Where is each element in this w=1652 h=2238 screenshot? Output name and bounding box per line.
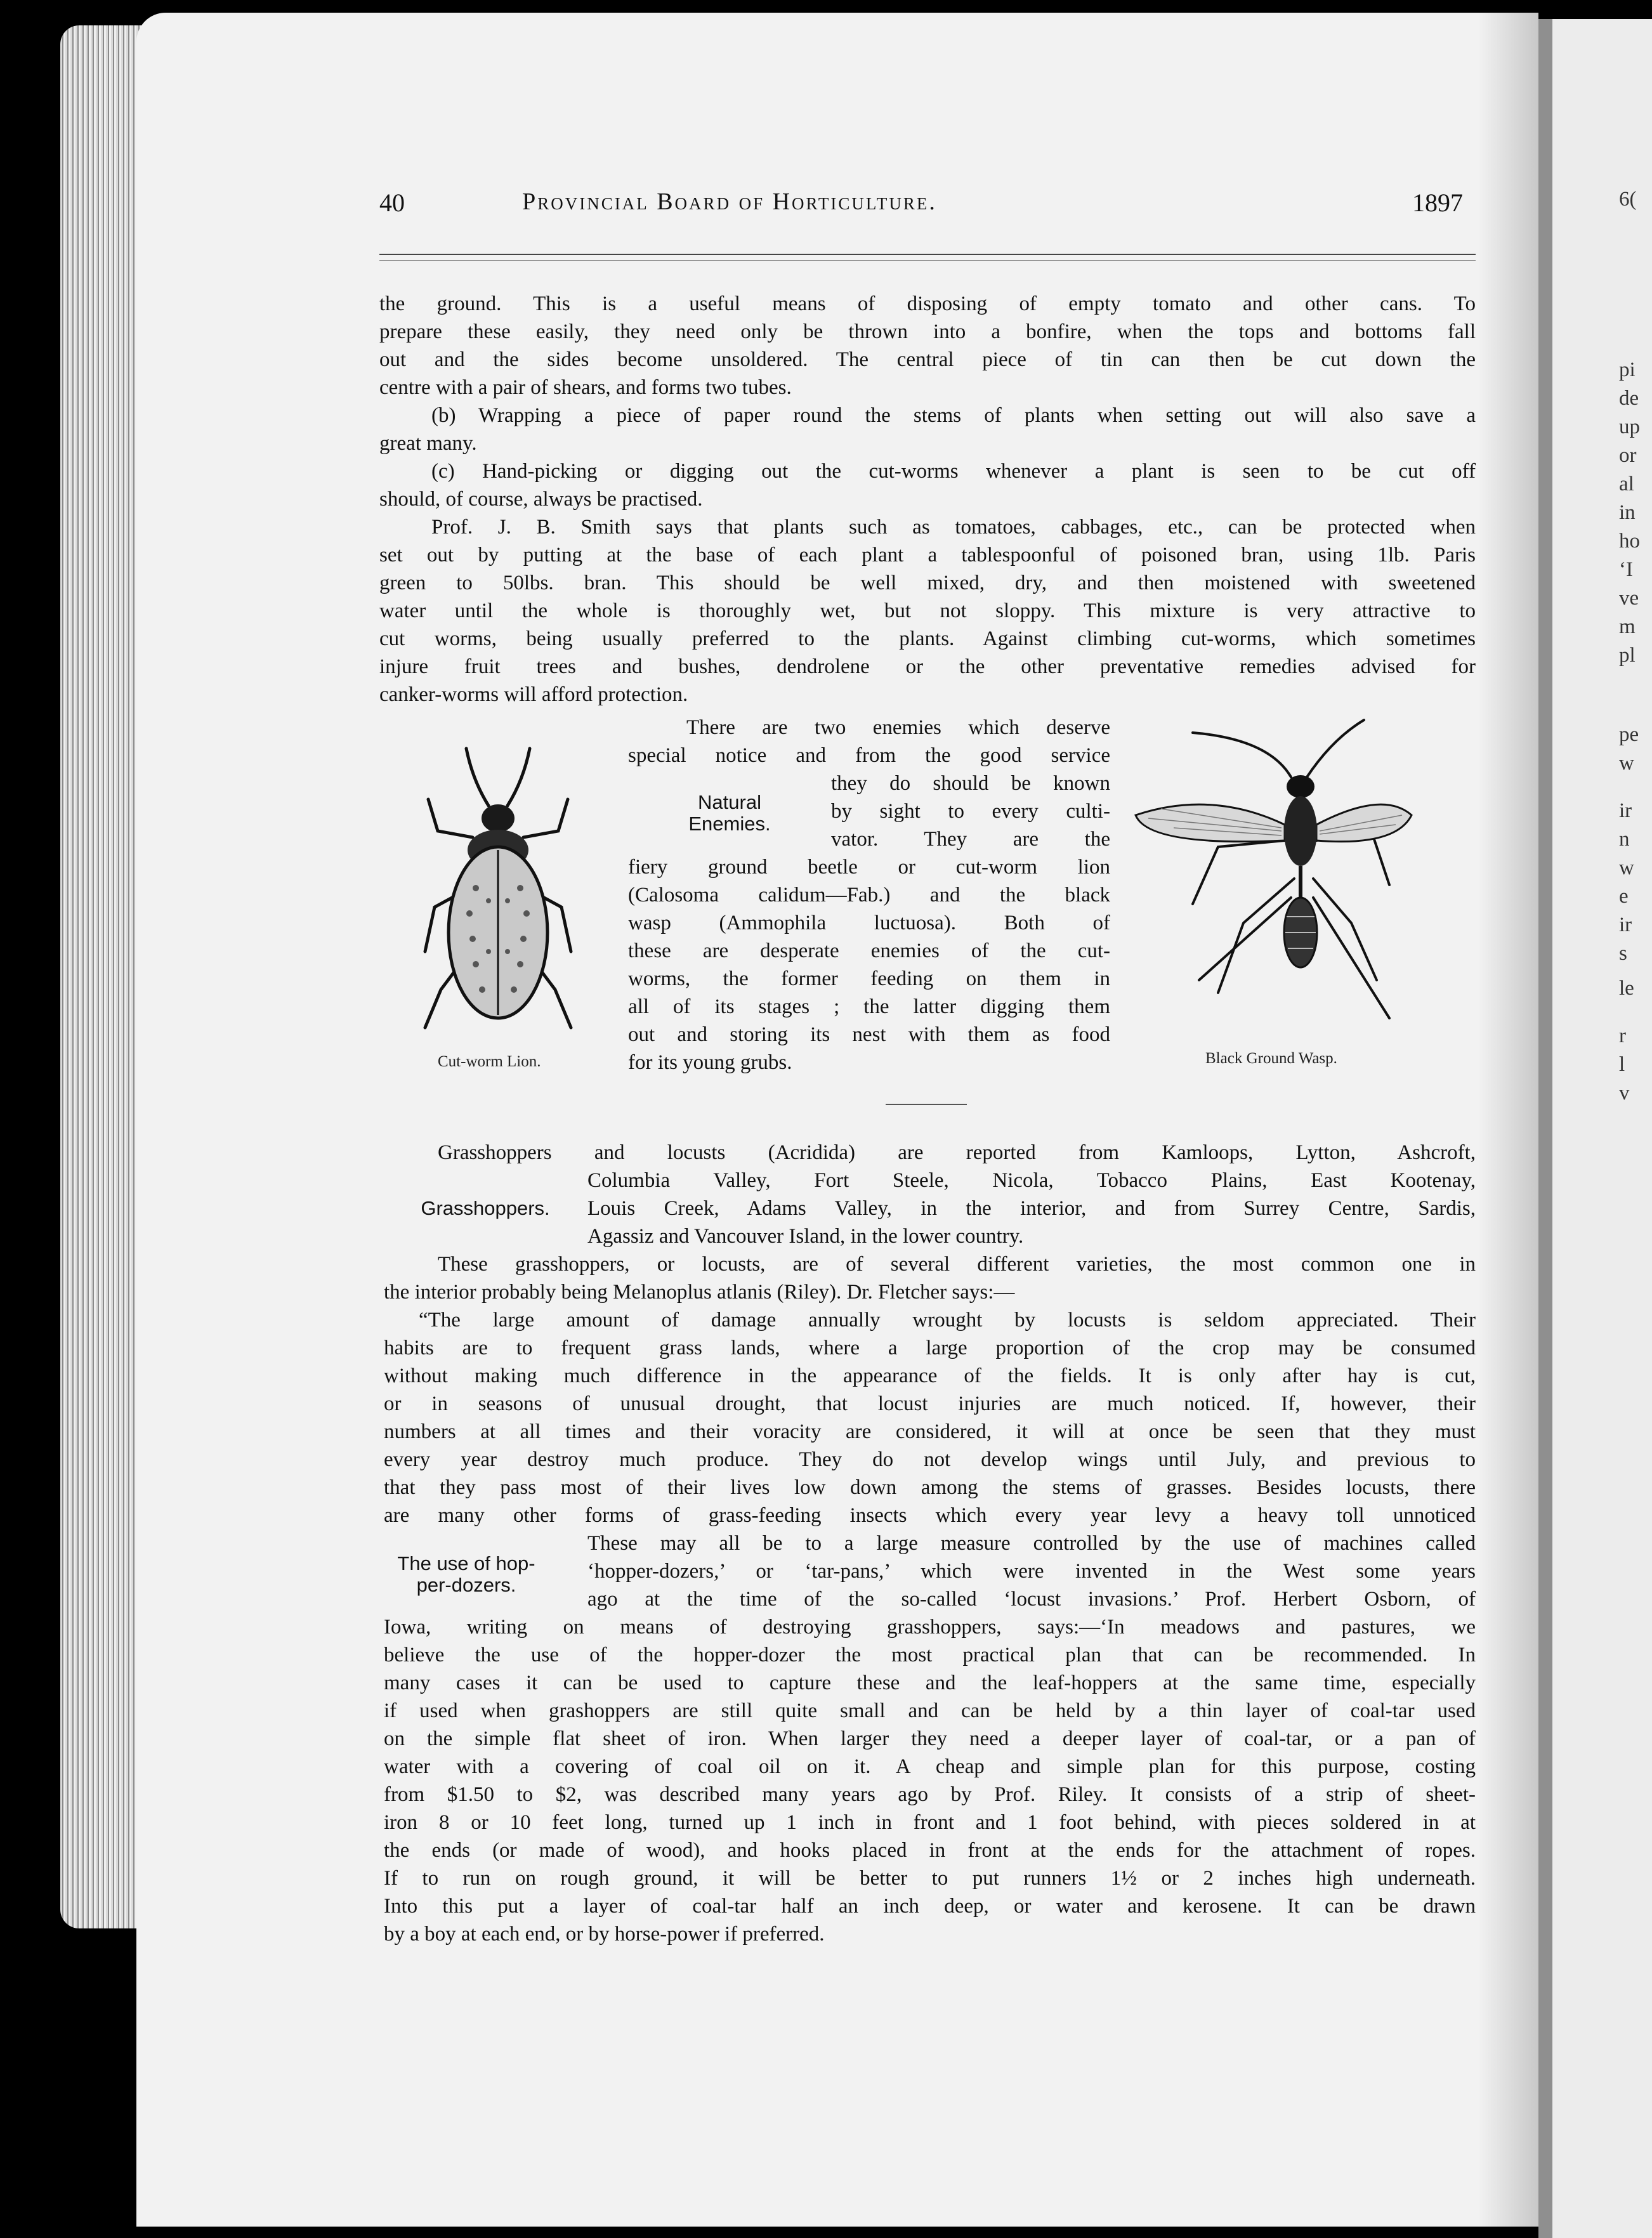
text-line: are many other forms of grass-feeding insects which every year levy a heavy toll unnoticed	[384, 1504, 1476, 1527]
text-line: without making much difference in the appearance of the fields. It is only after hay is cut,	[384, 1364, 1476, 1387]
text-line: iron 8 or 10 feet long, turned up 1 inch in front and 1 foot behind, with pieces soldered in at	[384, 1811, 1476, 1834]
text-line: out and storing its nest with them as food	[628, 1023, 1110, 1046]
facing-page-fragment: r	[1619, 1024, 1626, 1047]
text-line: prepare these easily, they need only be thrown into a bonfire, when the tops and bottoms fall	[379, 320, 1476, 343]
facing-page-fragment: or	[1619, 444, 1637, 467]
text-line: (c) Hand-picking or digging out the cut-worms whenever a plant is seen to be cut off	[431, 460, 1476, 483]
facing-page-fragment: le	[1619, 977, 1634, 1000]
book-page-edges	[60, 25, 149, 1928]
facing-page-fragment: ho	[1619, 530, 1640, 553]
facing-page-fragment: up	[1619, 416, 1640, 438]
facing-page-fragment: de	[1619, 387, 1639, 410]
facing-page-fragment: ve	[1619, 587, 1639, 610]
sidenote-natural-enemies: Natural Enemies.	[688, 791, 771, 835]
book-gutter	[1538, 19, 1552, 2238]
facing-page-fragment: al	[1619, 473, 1634, 495]
facing-page-fragment: ir	[1619, 913, 1632, 936]
wasp-caption: Black Ground Wasp.	[1205, 1050, 1337, 1067]
facing-page-fragment: w	[1619, 752, 1634, 775]
header-year: 1897	[1412, 188, 1463, 217]
text-line: fiery ground beetle or cut-worm lion	[628, 856, 1110, 879]
facing-page-fragment: m	[1619, 615, 1636, 638]
text-line: should, of course, always be practised.	[379, 488, 703, 511]
black-ground-wasp-illustration	[1123, 714, 1415, 1044]
text-line: by sight to every culti-	[831, 800, 1110, 823]
cut-worm-lion-illustration	[400, 742, 596, 1040]
text-line: cut worms, being usually preferred to the plants. Against climbing cut-worms, which sometimes	[379, 627, 1476, 650]
text-line: Into this put a layer of coal-tar half an inch deep, or water and kerosene. It can be drawn	[384, 1895, 1476, 1918]
facing-page-fragment: e	[1619, 885, 1629, 908]
text-line: ago at the time of the so-called ‘locust invasions.’ Prof. Herbert Osborn, of	[587, 1588, 1476, 1611]
facing-page-fragment: pi	[1619, 358, 1636, 381]
text-line: Grasshoppers and locusts (Acridida) are reported from Kamloops, Lytton, Ashcroft,	[438, 1141, 1476, 1164]
facing-page-fragment: 6(	[1619, 188, 1637, 211]
sidenote-hopper-dozers: The use of hop-per-dozers.	[397, 1552, 535, 1596]
text-line: centre with a pair of shears, and forms two tubes.	[379, 376, 792, 399]
facing-page-fragment: n	[1619, 828, 1630, 851]
text-line: from $1.50 to $2, was described many years ago by Prof. Riley. It consists of a strip of sheet-	[384, 1783, 1476, 1806]
beetle-caption: Cut-worm Lion.	[438, 1053, 541, 1070]
text-line: great many.	[379, 432, 477, 455]
text-line: many cases it can be used to capture these and the leaf-hoppers at the same time, especially	[384, 1672, 1476, 1694]
sidenote-grasshoppers: Grasshoppers.	[421, 1197, 550, 1219]
header-rule	[379, 254, 1476, 255]
text-line: Louis Creek, Adams Valley, in the interior, and from Surrey Centre, Sardis,	[587, 1197, 1476, 1220]
text-line: If to run on rough ground, it will be better to put runners 1½ or 2 inches high underneath.	[384, 1867, 1476, 1890]
text-line: canker-worms will afford protection.	[379, 683, 688, 706]
text-line: “The large amount of damage annually wrought by locusts is seldom appreciated. Their	[419, 1309, 1476, 1332]
facing-page-fragment: l	[1619, 1053, 1625, 1076]
text-line: There are two enemies which deserve	[686, 716, 1110, 739]
facing-page-fragment: w	[1619, 856, 1634, 879]
facing-page-fragment: pe	[1619, 723, 1639, 746]
text-line: These may all be to a large measure controlled by the use of machines called	[587, 1532, 1476, 1555]
facing-page-fragment: in	[1619, 501, 1636, 524]
running-head: Provincial Board of Horticulture.	[522, 188, 937, 215]
text-line: (b) Wrapping a piece of paper round the stems of plants when setting out will also save a	[431, 404, 1476, 427]
text-line: These grasshoppers, or locusts, are of several different varieties, the most common one in	[438, 1253, 1476, 1276]
text-line: habits are to frequent grass lands, where a large proportion of the crop may be consumed	[384, 1337, 1476, 1359]
text-line: vator. They are the	[831, 828, 1110, 851]
page-gutter-shadow	[1478, 13, 1538, 2227]
text-line: if used when grashoppers are still quite small and can be held by a thin layer of coal-tar used	[384, 1699, 1476, 1722]
text-line: Prof. J. B. Smith says that plants such as tomatoes, cabbages, etc., can be protected when	[431, 516, 1476, 539]
text-line: or in seasons of unusual drought, that locust injuries are much noticed. If, however, their	[384, 1392, 1476, 1415]
text-line: Iowa, writing on means of destroying grasshoppers, says:—‘In meadows and pastures, we	[384, 1616, 1476, 1639]
text-line: all of its stages ; the latter digging them	[628, 995, 1110, 1018]
text-line: that they pass most of their lives low down among the stems of grasses. Besides locusts, there	[384, 1476, 1476, 1499]
text-line: (Calosoma calidum—Fab.) and the black	[628, 884, 1110, 906]
text-line: Agassiz and Vancouver Island, in the lower country.	[587, 1225, 1024, 1248]
text-line: water with a covering of coal oil on it. A cheap and simple plan for this purpose, costing	[384, 1755, 1476, 1778]
text-line: the interior probably being Melanoplus atlanis (Riley). Dr. Fletcher says:—	[384, 1281, 1015, 1304]
facing-page-fragment: ‘I	[1619, 558, 1633, 581]
text-line: Columbia Valley, Fort Steele, Nicola, Tobacco Plains, East Kootenay,	[587, 1169, 1476, 1192]
text-line: for its young grubs.	[628, 1051, 792, 1074]
facing-page-fragment: pl	[1619, 644, 1636, 667]
facing-page	[1538, 19, 1652, 2238]
text-line: the ground. This is a useful means of disposing of empty tomato and other cans. To	[379, 292, 1476, 315]
text-line: every year destroy much produce. They do not develop wings until July, and previous to	[384, 1448, 1476, 1471]
page-number: 40	[379, 188, 405, 217]
text-line: numbers at all times and their voracity are considered, it will at once be seen that they must	[384, 1420, 1476, 1443]
text-line: wasp (Ammophila luctuosa). Both of	[628, 912, 1110, 934]
facing-page-fragment: ir	[1619, 799, 1632, 822]
text-line: water until the whole is thoroughly wet, but not sloppy. This mixture is very attractive to	[379, 599, 1476, 622]
text-line: out and the sides become unsoldered. The central piece of tin can then be cut down the	[379, 348, 1476, 371]
text-line: green to 50lbs. bran. This should be well mixed, dry, and then moistened with sweetened	[379, 572, 1476, 594]
facing-page-fragment: s	[1619, 942, 1627, 965]
header-rule-thin	[379, 260, 1476, 261]
text-line: believe the use of the hopper-dozer the most practical plan that can be recommended. In	[384, 1644, 1476, 1666]
facing-page-fragment: v	[1619, 1082, 1630, 1104]
text-line: injure fruit trees and bushes, dendrolene or the other preventative remedies advised for	[379, 655, 1476, 678]
text-line: these are desperate enemies of the cut-	[628, 939, 1110, 962]
text-line: the ends (or made of wood), and hooks placed in front at the ends for the attachment of ropes.	[384, 1839, 1476, 1862]
text-line: worms, the former feeding on them in	[628, 967, 1110, 990]
text-line: they do should be known	[831, 772, 1110, 795]
text-line: special notice and from the good service	[628, 744, 1110, 767]
text-line: ‘hopper-dozers,’ or ‘tar-pans,’ which were invented in the West some years	[587, 1560, 1476, 1583]
section-separator	[886, 1104, 967, 1105]
text-line: on the simple flat sheet of iron. When larger they need a deeper layer of coal-tar, or a pan of	[384, 1727, 1476, 1750]
text-line: set out by putting at the base of each plant a tablespoonful of poisoned bran, using 1lb. Paris	[379, 544, 1476, 566]
text-line: by a boy at each end, or by horse-power if preferred.	[384, 1923, 825, 1946]
